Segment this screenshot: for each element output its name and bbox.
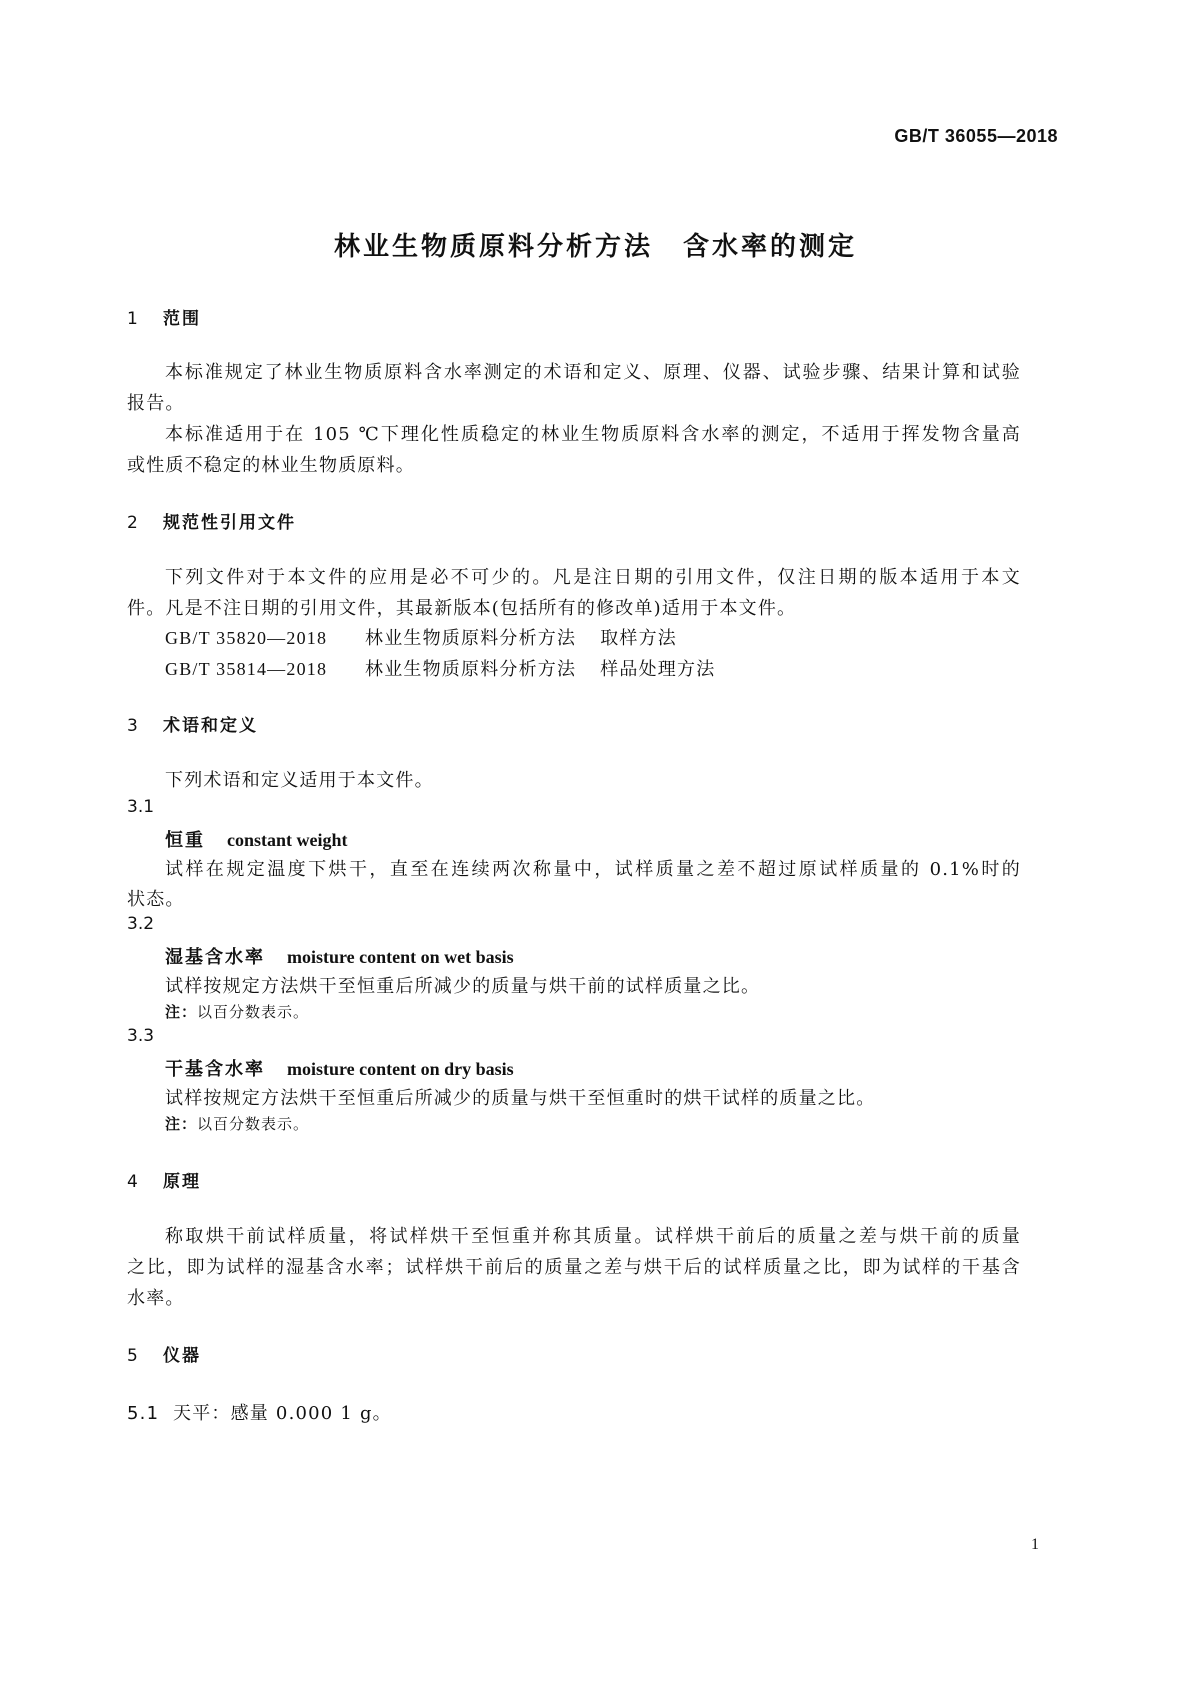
sec1-para2-line1: 本标准适用于在 105 ℃下理化性质稳定的林业生物质原料含水率的测定，不适用于挥发物含量高 — [165, 424, 1021, 445]
section-1-heading — [127, 304, 201, 329]
term-definition-line1: 试样按规定方法烘干至恒重后所减少的质量与烘干至恒重时的烘干试样的质量之比。 — [165, 1088, 876, 1109]
section-5-heading — [127, 1341, 201, 1366]
section-title: 原理 — [163, 1172, 201, 1192]
standard-code: GB/T 36055—2018 — [894, 126, 1058, 146]
term-note — [165, 1113, 309, 1134]
title-part-1: 林业生物质原料分析方法 — [333, 232, 653, 262]
title-part-2: 含水率的测定 — [683, 232, 858, 262]
section-number: 4 — [127, 1172, 140, 1192]
section-title: 范围 — [163, 309, 201, 329]
section-title: 术语和定义 — [163, 716, 258, 736]
note-label: 注： — [165, 1115, 198, 1133]
sec5-item-1 — [127, 1399, 392, 1425]
sec2-para1-line1: 下列文件对于本文件的应用是必不可少的。凡是注日期的引用文件，仅注日期的版本适用于本文 — [165, 567, 1021, 588]
section-number: 5 — [127, 1346, 140, 1366]
term-note — [165, 1001, 309, 1022]
term-number: 3.2 — [127, 914, 155, 934]
term-heading — [165, 826, 348, 852]
section-number: 2 — [127, 513, 140, 533]
reference-code: GB/T 35814—2018 — [165, 659, 328, 679]
section-title: 规范性引用文件 — [163, 513, 296, 533]
term-number: 3.1 — [127, 797, 155, 817]
page-number: 1 — [1031, 1536, 1039, 1553]
term-en: moisture content on dry basis — [287, 1059, 514, 1079]
document-title — [0, 226, 1191, 263]
reference-title-a: 林业生物质原料分析方法 — [365, 659, 577, 680]
normative-reference-2 — [165, 655, 715, 681]
normative-reference-1 — [165, 624, 677, 650]
term-zh: 干基含水率 — [165, 1059, 265, 1080]
sec4-para-line3: 水率。 — [127, 1288, 185, 1309]
section-title: 仪器 — [163, 1346, 201, 1366]
sec3-intro: 下列术语和定义适用于本文件。 — [165, 770, 434, 791]
note-text: 以百分数表示。 — [197, 1115, 310, 1133]
note-label: 注： — [165, 1003, 198, 1021]
sec2-para1-line2: 件。凡是不注日期的引用文件，其最新版本(包括所有的修改单)适用于本文件。 — [127, 598, 797, 619]
section-2-heading — [127, 508, 296, 533]
reference-title-a: 林业生物质原料分析方法 — [365, 628, 577, 649]
reference-title-b: 取样方法 — [600, 628, 678, 649]
item-number: 5.1 — [127, 1403, 160, 1424]
sec4-para-line2: 之比，即为试样的湿基含水率；试样烘干前后的质量之差与烘干后的试样质量之比，即为试样的干基含 — [127, 1257, 1021, 1278]
term-definition-line1: 试样在规定温度下烘干，直至在连续两次称量中，试样质量之差不超过原试样质量的 0.1%时的 — [165, 859, 1021, 880]
term-definition-line1: 试样按规定方法烘干至恒重后所减少的质量与烘干前的试样质量之比。 — [165, 976, 761, 997]
note-text: 以百分数表示。 — [197, 1003, 310, 1021]
term-zh: 恒重 — [165, 830, 205, 851]
section-4-heading — [127, 1167, 201, 1192]
term-definition-line2: 状态。 — [127, 889, 185, 910]
sec1-para2-line2: 或性质不稳定的林业生物质原料。 — [127, 455, 415, 476]
reference-code: GB/T 35820—2018 — [165, 628, 328, 648]
term-zh: 湿基含水率 — [165, 947, 265, 968]
sec1-para1-line1: 本标准规定了林业生物质原料含水率测定的术语和定义、原理、仪器、试验步骤、结果计算和试验 — [165, 362, 1021, 383]
sec1-para1-line2: 报告。 — [127, 393, 185, 414]
item-text: 天平：感量 0.000 1 g。 — [173, 1403, 392, 1424]
term-en: moisture content on wet basis — [287, 947, 514, 967]
term-number: 3.3 — [127, 1026, 155, 1046]
sec4-para-line1: 称取烘干前试样质量，将试样烘干至恒重并称其质量。试样烘干前后的质量之差与烘干前的质量 — [165, 1226, 1021, 1247]
section-number: 1 — [127, 309, 140, 329]
section-number: 3 — [127, 716, 140, 736]
term-heading — [165, 943, 514, 969]
term-heading — [165, 1055, 514, 1081]
section-3-heading — [127, 711, 258, 736]
reference-title-b: 样品处理方法 — [600, 659, 716, 680]
term-en: constant weight — [227, 830, 348, 850]
